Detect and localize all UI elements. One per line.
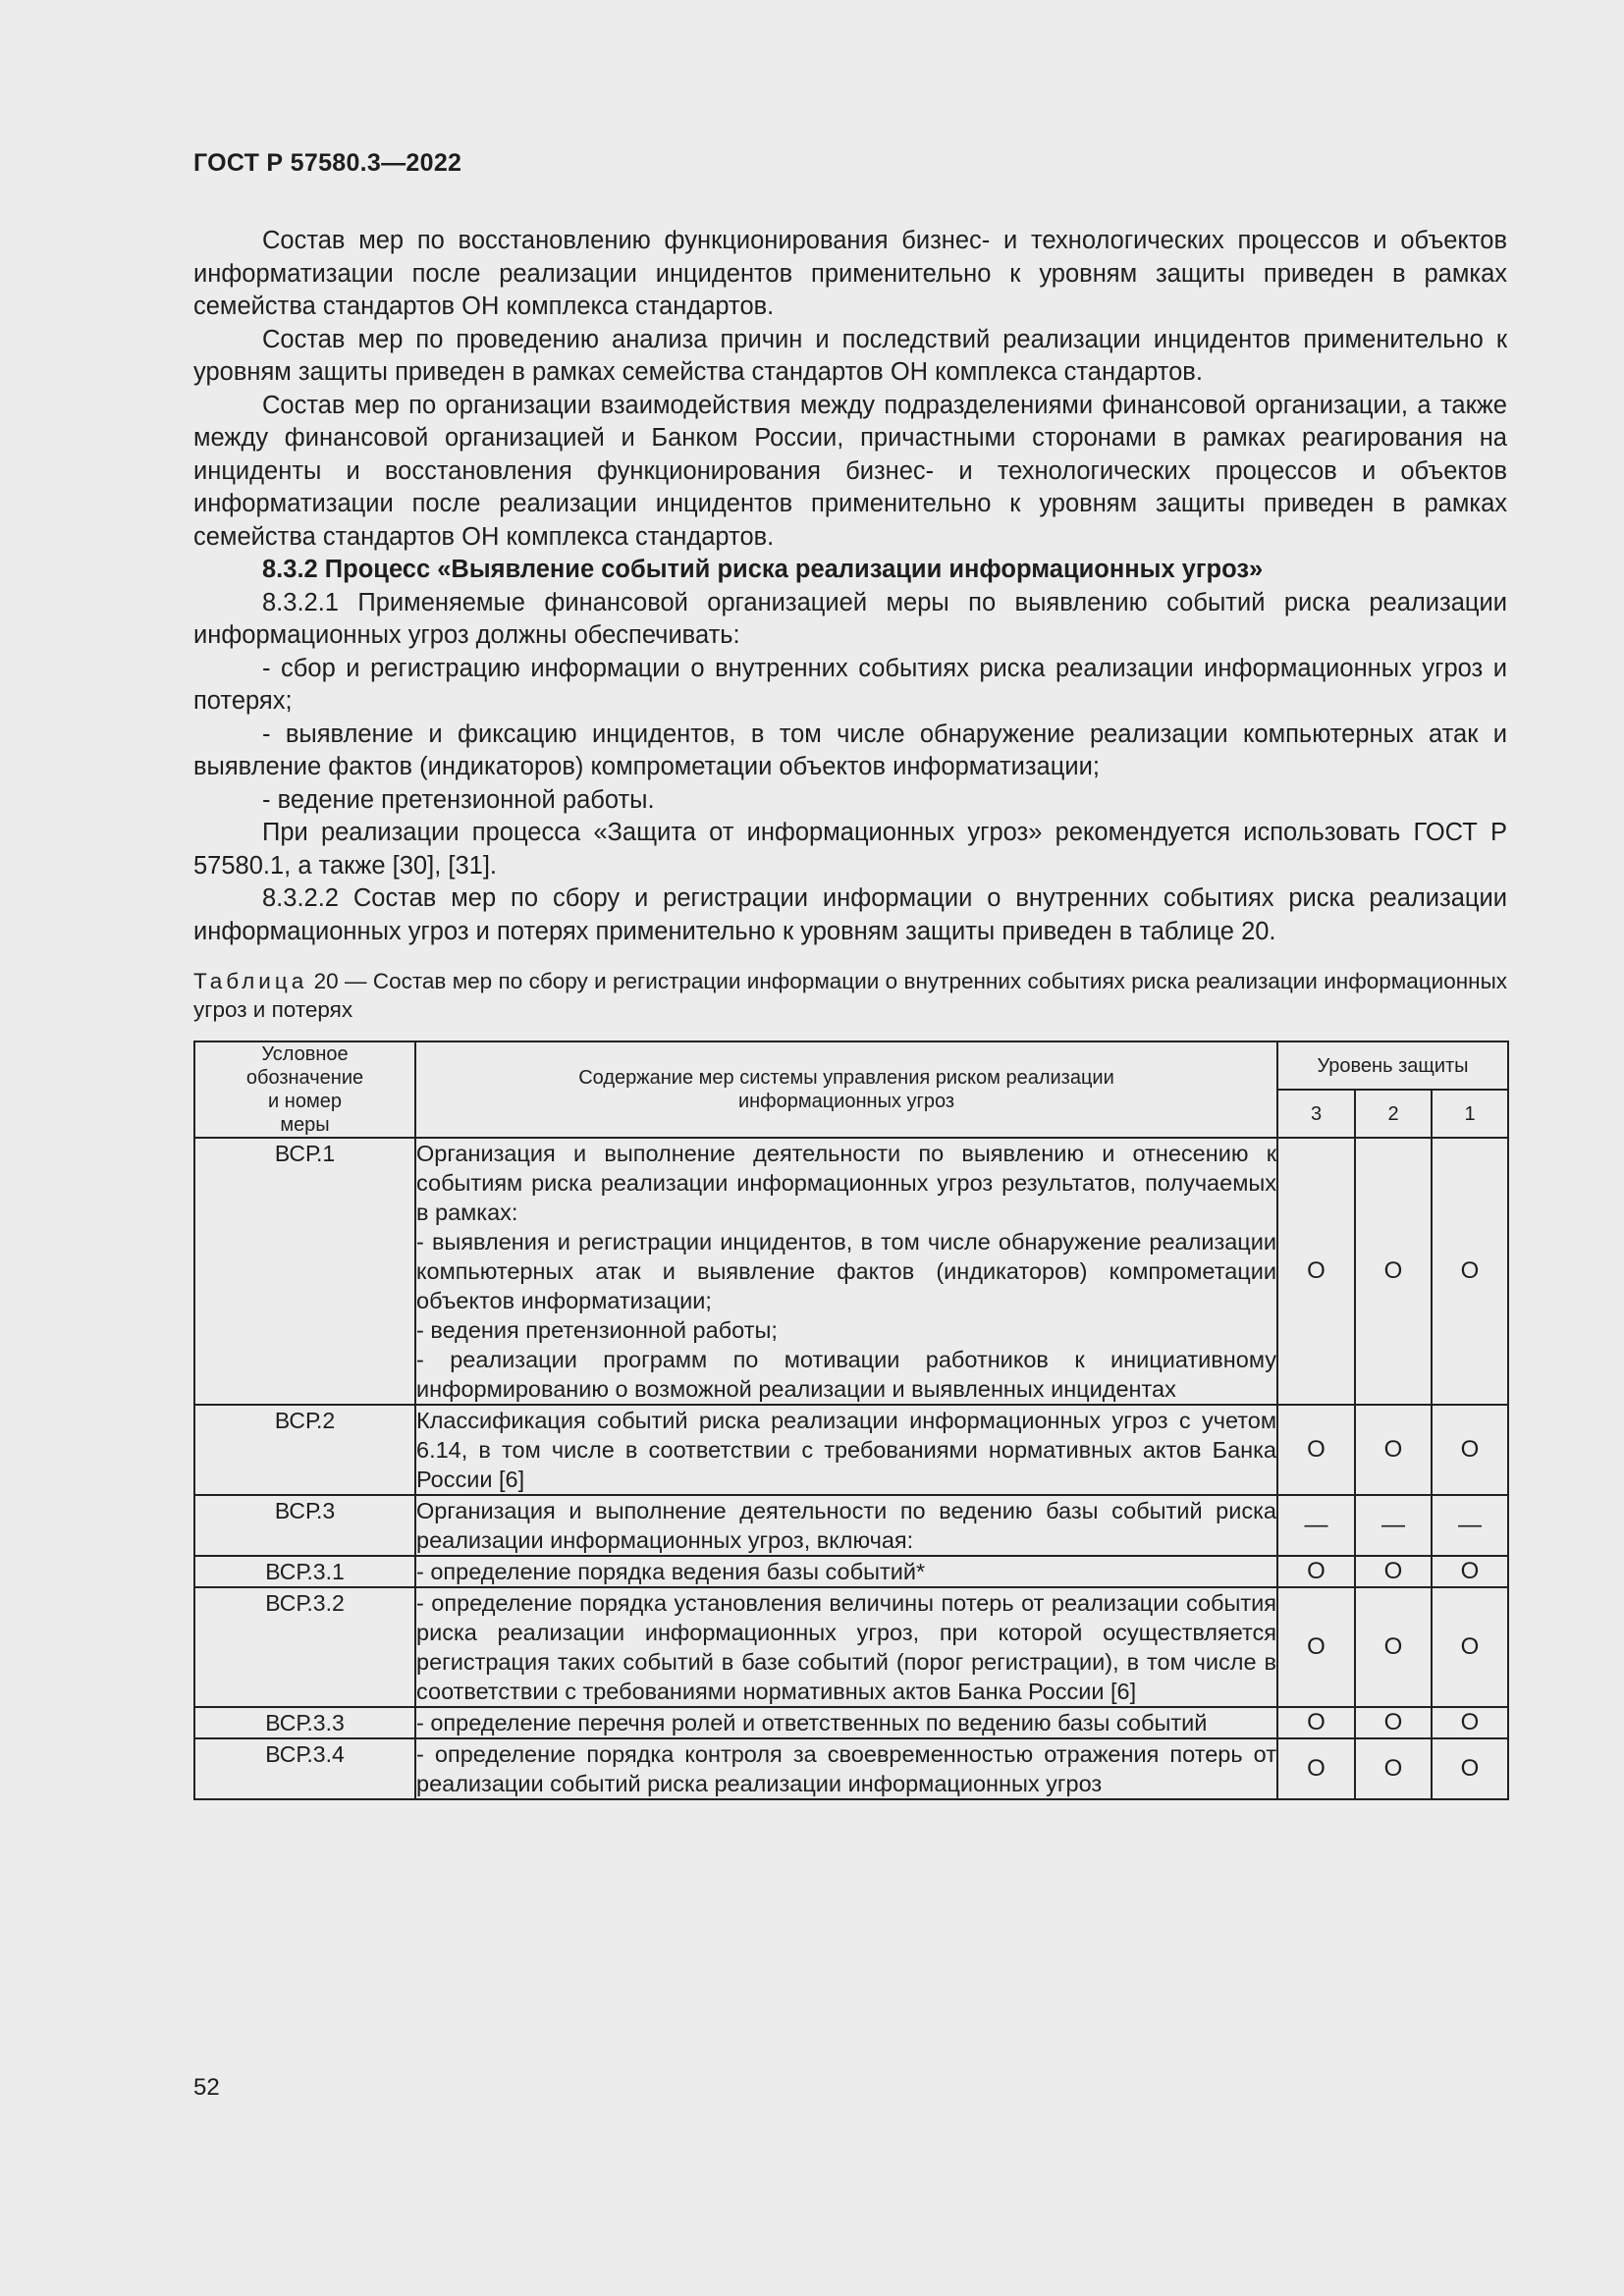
measure-content: - определение порядка установления величины потерь от реализации события риска реализации информационных угроз, при которой осуществляется регистрация таких событий в базе событий (порог регистрации), в том числе в соответствии с требованиями нормативных актов Банка России [6] (415, 1587, 1277, 1707)
paragraph: При реализации процесса «Защита от информационных угроз» рекомендуется использовать ГОСТ Р 57580.1, а также [30], [31]. (193, 819, 1507, 880)
level-2-value: О (1355, 1707, 1432, 1738)
table-caption (193, 968, 1507, 1024)
level-2-value: О (1355, 1556, 1432, 1587)
table-body (194, 1138, 1508, 1799)
header-content: Содержание мер системы управления риском реализации информационных угроз (415, 1041, 1277, 1138)
measure-content: Организация и выполнение деятельности по ведению базы событий риска реализации информационных угроз, включая: (415, 1495, 1277, 1556)
level-2-value: О (1355, 1138, 1432, 1405)
paragraph: Состав мер по организации взаимодействия между подразделениями финансовой организации, а также между финансовой организацией и Банком России, причастными сторонами в рамках реагирования на инциденты и восстановления функционирования бизнес- и технологических процессов и объектов информатизации после реализации инцидентов применительно к уровням защиты приведен в рамках семейства стандартов ОН комплекса стандартов. (193, 391, 1507, 551)
level-2-value: О (1355, 1738, 1432, 1799)
table-caption-label: Таблица (193, 969, 308, 993)
table-row (194, 1556, 1508, 1587)
table-row (194, 1138, 1508, 1405)
level-1-value: О (1432, 1556, 1508, 1587)
body-text (193, 225, 1507, 948)
measure-code: ВСР.3.3 (194, 1707, 415, 1738)
measure-content: - определение порядка контроля за своевременностью отражения потерь от реализации событий риска реализации информационных угроз (415, 1738, 1277, 1799)
table-row (194, 1707, 1508, 1738)
paragraph: 8.3.2.1 Применяемые финансовой организацией меры по выявлению событий риска реализации информационных угроз должны обеспечивать: (193, 588, 1507, 649)
table-row (194, 1495, 1508, 1556)
level-3-value: О (1277, 1587, 1355, 1707)
level-2-value: — (1355, 1495, 1432, 1556)
table-row (194, 1405, 1508, 1495)
measure-code: ВСР.3.1 (194, 1556, 415, 1587)
measure-code: ВСР.3.2 (194, 1587, 415, 1707)
page-header: ГОСТ Р 57580.3—2022 (193, 149, 462, 177)
page-number: 52 (193, 2074, 220, 2101)
paragraph: 8.3.2.2 Состав мер по сбору и регистрации информации о внутренних событиях риска реализации информационных угроз и потерях применительно к уровням защиты приведен в таблице 20. (193, 884, 1507, 945)
header-level-3: 3 (1277, 1090, 1355, 1138)
measure-content: Классификация событий риска реализации информационных угроз с учетом 6.14, в том числе в соответствии с требованиями нормативных актов Банка России [6] (415, 1405, 1277, 1495)
list-item: - выявление и фиксацию инцидентов, в том числе обнаружение реализации компьютерных атак и выявление фактов (индикаторов) компрометации объектов информатизации; (193, 720, 1507, 780)
table-row (194, 1587, 1508, 1707)
level-1-value: О (1432, 1405, 1508, 1495)
table-row (194, 1738, 1508, 1799)
level-2-value: О (1355, 1405, 1432, 1495)
measure-code: ВСР.2 (194, 1405, 415, 1495)
list-item: - ведение претензионной работы. (262, 785, 655, 814)
measure-content: - определение порядка ведения базы событий* (415, 1556, 1277, 1587)
header-level-1: 1 (1432, 1090, 1508, 1138)
level-3-value: О (1277, 1707, 1355, 1738)
list-item: - сбор и регистрацию информации о внутренних событиях риска реализации информационных угроз и потерях; (193, 654, 1507, 715)
measures-table (193, 1041, 1509, 1800)
header-protection-level: Уровень защиты (1277, 1041, 1508, 1090)
measure-code: ВСР.3.4 (194, 1738, 415, 1799)
header-code: Условное обозначение и номер меры (194, 1041, 415, 1138)
level-1-value: О (1432, 1738, 1508, 1799)
level-1-value: О (1432, 1707, 1508, 1738)
level-1-value: — (1432, 1495, 1508, 1556)
measure-code: ВСР.3 (194, 1495, 415, 1556)
level-3-value: — (1277, 1495, 1355, 1556)
level-3-value: О (1277, 1138, 1355, 1405)
level-2-value: О (1355, 1587, 1432, 1707)
paragraph: Состав мер по проведению анализа причин и последствий реализации инцидентов применительно к уровням защиты приведен в рамках семейства стандартов ОН комплекса стандартов. (193, 325, 1507, 386)
measure-code: ВСР.1 (194, 1138, 415, 1405)
level-1-value: О (1432, 1138, 1508, 1405)
paragraph: Состав мер по восстановлению функционирования бизнес- и технологических процессов и объектов информатизации после реализации инцидентов применительно к уровням защиты приведен в рамках семейства стандартов ОН комплекса стандартов. (193, 227, 1507, 320)
level-3-value: О (1277, 1738, 1355, 1799)
measure-content: Организация и выполнение деятельности по выявлению и отнесению к событиям риска реализации информационных угроз результатов, получаемых в рамках: - выявления и регистрации инцидентов, в том числе обнаружение реализации компьютерных атак и выявление фактов (индикаторов) компрометации объектов информатизации; - ведения претензионной работы; - реализации программ по мотивации работников к инициативному информированию о возможной реализации и выявленных инцидентах (415, 1138, 1277, 1405)
section-heading: 8.3.2 Процесс «Выявление событий риска реализации информационных угроз» (262, 556, 1264, 583)
level-3-value: О (1277, 1405, 1355, 1495)
table-caption-text: 20 — Состав мер по сбору и регистрации информации о внутренних событиях риска реализации информационных угроз и потерях (193, 969, 1507, 1022)
level-3-value: О (1277, 1556, 1355, 1587)
level-1-value: О (1432, 1587, 1508, 1707)
header-level-2: 2 (1355, 1090, 1432, 1138)
measure-content: - определение перечня ролей и ответственных по ведению базы событий (415, 1707, 1277, 1738)
